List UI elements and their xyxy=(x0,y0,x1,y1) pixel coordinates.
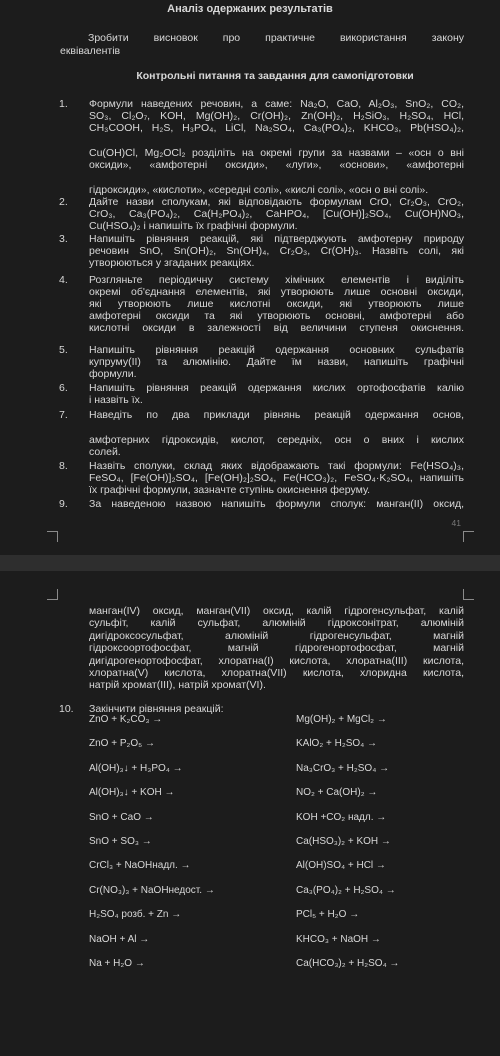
equation-right: Ca(HSO₃)₂ + KOH → xyxy=(296,836,391,847)
question-7-line: Наведіть по два приклади рівнянь реакцій одержання основ, xyxy=(89,409,464,421)
continuation-line: манган(IV) оксид, манган(VІІ) оксид, калій гідрогенсульфат, калій xyxy=(89,605,464,617)
question-1-line: CH₃COOH, H₂S, H₃PO₄, LiCl, Na₂SO₄, Ca₃(PO₄)₂, KHCO₃, Pb(HSO₄)₂, xyxy=(89,122,464,134)
question-4-line: амфотерні оксиди та які утворюють основні, амфотерні або xyxy=(89,310,464,322)
equation-left: Na + H₂O → xyxy=(89,958,145,969)
page-2 xyxy=(0,571,500,1056)
item-number: 1. xyxy=(59,98,68,110)
item-number: 3. xyxy=(59,233,68,245)
question-3-line: утворюються у згаданих реакціях. xyxy=(89,257,255,269)
item-number: 9. xyxy=(59,498,68,510)
page-number: 41 xyxy=(451,518,461,528)
equation-left: ZnO + P₂O₅ → xyxy=(89,738,155,750)
question-4-line: окремі об'єднання елементів, які утворюють лише основні оксиди, xyxy=(89,286,464,298)
crop-mark xyxy=(47,589,58,600)
item-number: 6. xyxy=(59,382,68,394)
equation-right: KHCO₃ + NaOH → xyxy=(296,933,381,945)
intro-line-1: Зробити висновок про практичне використання закону xyxy=(88,32,464,44)
question-9-line: За наведеною назвою напишіть формули сполук: манган(ІІ) оксид, xyxy=(89,498,464,510)
question-2-line: CrO₃, Ca₃(PO₄)₂, Ca(H₂PO₄)₂, CaHPO₄, [Cu(OH)]₂SO₄, Cu(OH)NO₃, xyxy=(89,208,464,220)
question-1-line: SO₃, Cl₂O₇, KOH, Mg(OH)₂, Cr(OH)₂, Zn(OH)₂, H₂SiO₃, H₂SO₄, HCl, xyxy=(89,110,464,122)
continuation-line: гідроксоортофосфат, магній гідрогенортофосфат, магній xyxy=(89,642,464,655)
equation-right: Ca(HCO₃)₂ + H₂SO₄ → xyxy=(296,958,400,969)
question-7-line: амфотерних гідроксидів, кислот, середніх, осн о вних і кислих xyxy=(89,434,464,446)
question-3-line: Напишіть рівняння реакцій, які підтверджують амфотерну природу xyxy=(89,233,464,245)
intro-line-2: еквівалентів xyxy=(60,45,121,57)
question-7-line: солей. xyxy=(89,446,121,458)
continuation-line: дигідроксосульфат, алюміній гідрогенсульфат, магній xyxy=(89,629,464,642)
question-3-line: речовин SnO, Sn(OH)₂, Sn(OH)₄, Cr₂O₃, Cr(OH)₃. Назвіть солі, які xyxy=(89,245,464,257)
equation-left: H₂SO₄ розб. + Zn → xyxy=(89,909,182,921)
question-4-line: кислотні оксиди в залежності від величини ступеня окиснення. xyxy=(89,322,464,334)
equation-left: Al(OH)₃↓ + H₃PO₄ → xyxy=(89,762,183,774)
equation-left: CrCl₃ + NaOHнадл. → xyxy=(89,860,191,872)
question-8-line: Назвіть сполуки, склад яких відображають такі формули: Fe(HSO₄)₃, xyxy=(89,460,464,472)
equation-left: SnO + SO₃ → xyxy=(89,836,152,847)
equation-left: SnO + CaO → xyxy=(89,811,154,823)
page-gap xyxy=(0,555,500,571)
question-5-line: формули. xyxy=(89,368,137,380)
crop-mark xyxy=(463,531,474,542)
question-8-line: їх графічні формули, зазначте ступінь окиснення феруму. xyxy=(89,484,371,496)
question-1-line: Формули наведених речовин, а саме: Na₂O, CaO, Al₂O₃, SnO₂, CO₂, xyxy=(89,98,464,110)
crop-mark xyxy=(463,589,474,600)
question-4-line: Розгляньте періодичну систему хімічних елементів і виділіть xyxy=(89,274,464,286)
equation-left: Al(OH)₃↓ + KOH → xyxy=(89,787,175,799)
equation-right: PCl₅ + H₂O → xyxy=(296,909,360,921)
question-1-line: гідроксиди», «кислоти», «середні солі», «кислі солі», «осн о вні солі». xyxy=(89,184,429,196)
continuation-line: сульфіт, калій сульфат, алюміній гідроксонітрат, алюміній xyxy=(89,617,464,630)
equation-right: Ca₃(PO₄)₂ + H₂SO₄ → xyxy=(296,884,396,896)
continuation-line: хлоратна(V) кислота, хлоратна(VІІ) кислота, хлоридна кислота, xyxy=(89,667,464,679)
item-number: 4. xyxy=(59,274,68,286)
question-5-line: Напишіть рівняння реакцій одержання основних сульфатів xyxy=(89,344,464,356)
question-5-line: купруму(ІІ) та алюмінію. Дайте їм назви, напишіть графічні xyxy=(89,356,464,368)
equation-right: NO₂ + Ca(OH)₂ → xyxy=(296,787,378,799)
question-6-line: Напишіть рівняння реакцій одержання кислих ортофосфатів калію xyxy=(89,382,464,394)
questions-heading: Контрольні питання та завдання для самопідготовки xyxy=(136,70,414,82)
equation-right: KOH +CO₂ надл. → xyxy=(296,811,387,823)
question-8-line: FeSO₄, [Fe(OH)]₂SO₄, [Fe(OH)₂]₂SO₄, Fe(HCO₃)₂, FeSO₄·K₂SO₄, напишіть xyxy=(89,472,464,484)
question-4-line: які утворюють лише кислотні оксиди, які утворюють лише xyxy=(89,298,464,310)
item-number: 7. xyxy=(59,409,68,421)
item-10-text: Закінчити рівняння реакцій: xyxy=(89,703,224,715)
equation-left: NaOH + Al → xyxy=(89,933,150,945)
continuation-line: натрій хромат(ІІІ), натрій хромат(VІ). xyxy=(89,679,266,692)
item-number: 10. xyxy=(59,703,74,715)
equation-left: Cr(NO₃)₃ + NaOHнедост. → xyxy=(89,884,215,896)
equation-right: KAlO₂ + H₂SO₄ → xyxy=(296,738,378,750)
continuation-line: дигідрогенортофосфат, хлоратна(І) кислота, хлоратна(ІІІ) кислота, xyxy=(89,654,464,667)
question-2-line: Cu(HSO₄)₂ і напишіть їх графічні формули. xyxy=(89,220,298,232)
section-title: Аналіз одержаних результатів xyxy=(167,3,333,15)
equation-right: Al(OH)SO₄ + HCl → xyxy=(296,860,386,872)
question-1-line: Cu(OH)Cl, Mg₂OCl₂ розділіть на окремі групи за назвами – «осн о вні xyxy=(89,147,464,159)
crop-mark xyxy=(47,531,58,542)
equation-right: Mg(OH)₂ + MgCl₂ → xyxy=(296,714,387,725)
item-number: 8. xyxy=(59,460,68,472)
question-1-line: оксиди», «амфотерні оксиди», «луги», «основи», «амфотерні xyxy=(89,159,464,171)
equation-right: Na₃CrO₃ + H₂SO₄ → xyxy=(296,762,390,774)
question-6-line: і назвіть їх. xyxy=(89,394,143,406)
item-number: 5. xyxy=(59,344,68,356)
question-2-line: Дайте назви сполукам, які відповідають формулам CrO, Cr₂O₃, CrO₂, xyxy=(89,196,464,208)
equation-left: ZnO + K₂CO₃ → xyxy=(89,714,163,725)
item-number: 2. xyxy=(59,196,68,208)
